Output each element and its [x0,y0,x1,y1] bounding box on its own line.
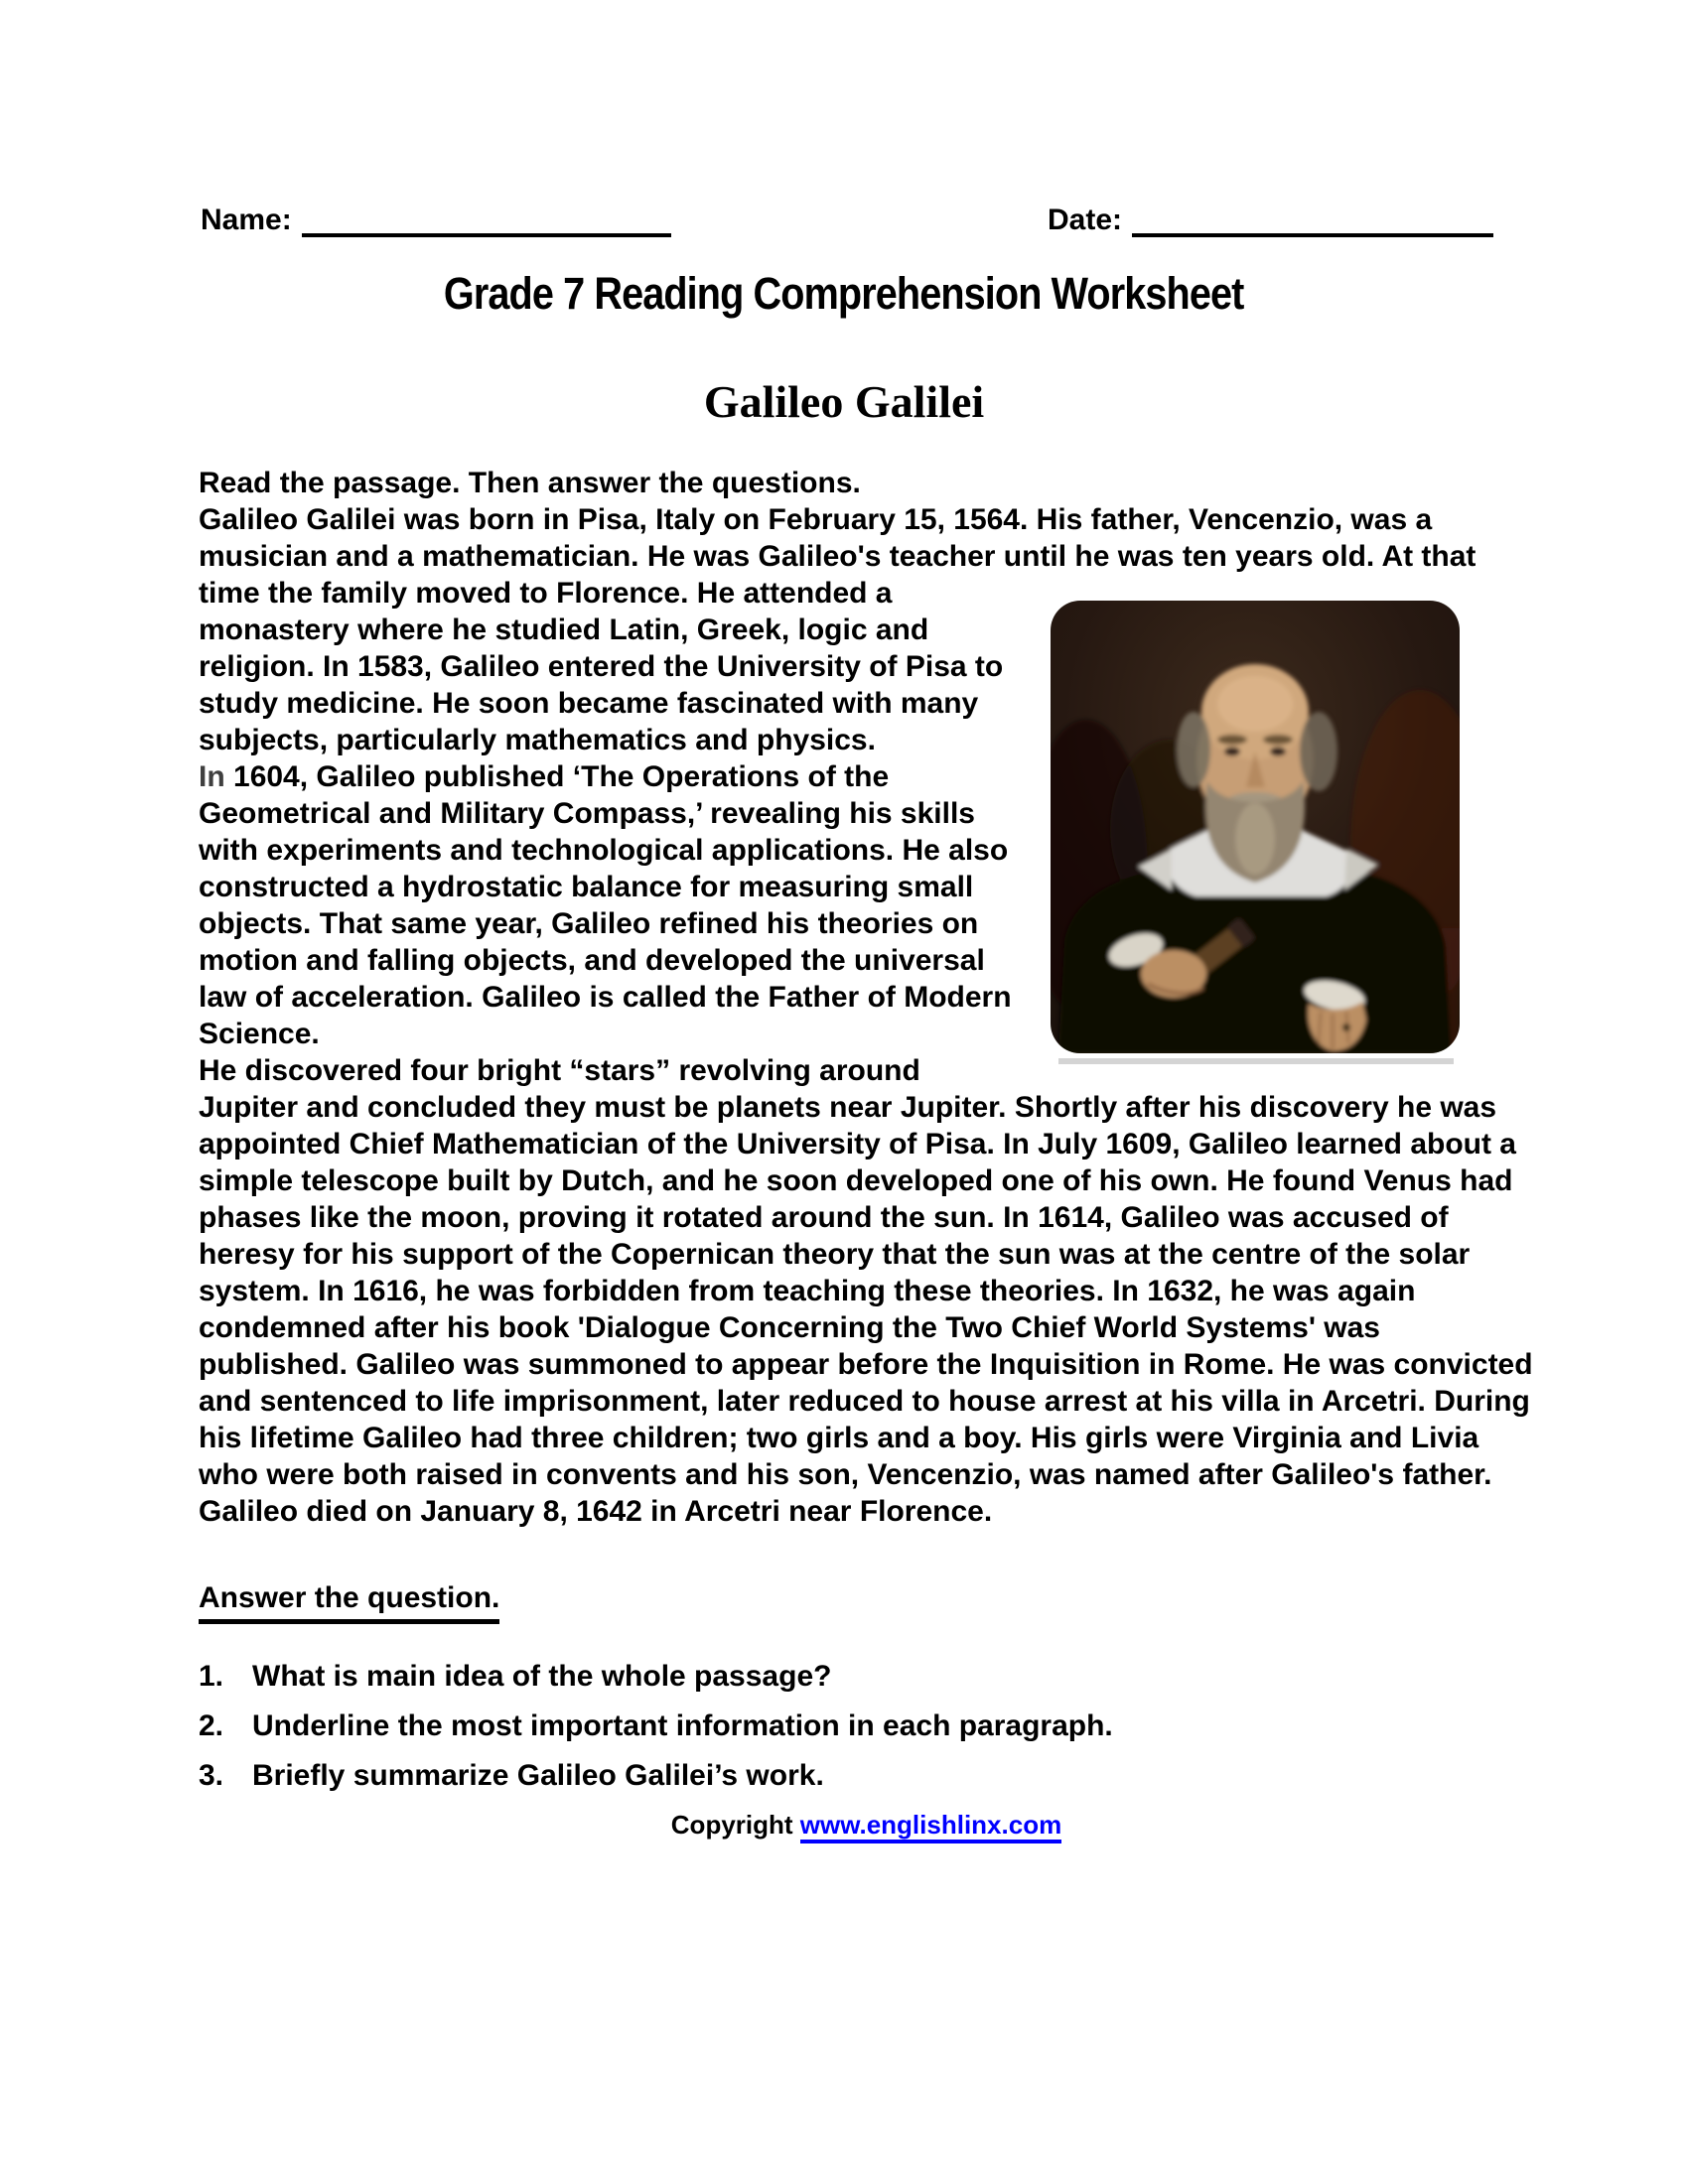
paragraph-1-part-b: years old. At that time the family moved to Florence. He attended a monastery where he studied Latin, Greek, logic and religion. In 1583, Galileo entered the University of Pisa to study medicine. He soon became fascinated with many subjects, particularly mathematics and physics. [199,540,1477,756]
passage-title: Galileo Galilei [703,376,985,427]
worksheet-title-wrap [0,268,1688,320]
name-label: Name: [201,204,292,236]
paragraph-1 [199,501,1534,758]
galileo-portrait-image [1051,601,1460,1069]
question-text: What is main idea of the whole passage? [252,1660,832,1693]
question-list [199,1658,1534,1794]
copyright-link[interactable]: www.englishlinx.com [800,1810,1061,1843]
content-column [199,465,1534,1843]
worksheet-title: Grade 7 Reading Comprehension Worksheet [444,268,1244,319]
paragraph-1-part-a: Galileo Galilei was born in Pisa, Italy on February 15, 1564. His father, Vencenzio, was a musician and a mathematician. He was Galileo's teacher until he was ten [199,503,1433,573]
answer-section-header: Answer the question. [199,1579,499,1624]
paragraph-2-rest: 1604, Galileo published ‘The Operations of the Geometrical and Military Compass,’ revealing his skills with experiments and technological applications. He also constructed a hydrostatic balance for measuring small objects. That same year, Galileo refined his theories on motion and falling objects, and developed the universal law of acceleration. Galileo is called the Father of Modern Science. [199,760,1012,1050]
date-block [1048,204,1493,237]
name-underline [302,205,671,237]
portrait-float [1051,601,1460,1069]
passage [199,501,1534,1530]
date-label: Date: [1048,204,1123,236]
date-underline [1132,205,1493,237]
question-number: 1. [199,1660,224,1693]
passage-title-wrap [0,375,1688,428]
name-block [201,204,671,237]
question-item-2 [199,1707,1534,1744]
paragraph-2-lead-word: In [199,760,225,793]
question-text: Underline the most important information in each paragraph. [252,1709,1113,1742]
question-number: 3. [199,1759,224,1792]
question-item-3 [199,1757,1534,1794]
header-row [0,204,1688,248]
answer-header-wrap [199,1579,1534,1624]
question-number: 2. [199,1709,224,1742]
instructions-text: Read the passage. Then answer the questions. [199,467,861,499]
question-item-1 [199,1658,1534,1695]
copyright-line [199,1807,1534,1843]
copyright-label: Copyright [670,1810,800,1840]
paragraph-3: He discovered four bright “stars” revolving around Jupiter and concluded they must be planets near Jupiter. Shortly after his discovery he was appointed Chief Mathematician of the University of Pisa. In July 1609, Galileo learned about a simple telescope built by Dutch, and he soon developed one of his own. He found Venus had phases like the moon, proving it rotated around the sun. In 1614, Galileo was accused of heresy for his support of the Copernican theory that the sun was at the centre of the solar system. In 1616, he was forbidden from teaching these theories. In 1632, he was again condemned after his book 'Dialogue Concerning the Two Chief World Systems' was published. Galileo was summoned to appear before the Inquisition in Rome. He was convicted and sentenced to life imprisonment, later reduced to house arrest at his villa in Arcetri. During his lifetime Galileo had three children; two girls and a boy. His girls were Virginia and Livia who were both raised in convents and his son, Vencenzio, was named after Galileo's father. Galileo died on January 8, 1642 in Arcetri near Florence. [199,1054,1533,1528]
question-text: Briefly summarize Galileo Galilei’s work. [252,1759,824,1792]
